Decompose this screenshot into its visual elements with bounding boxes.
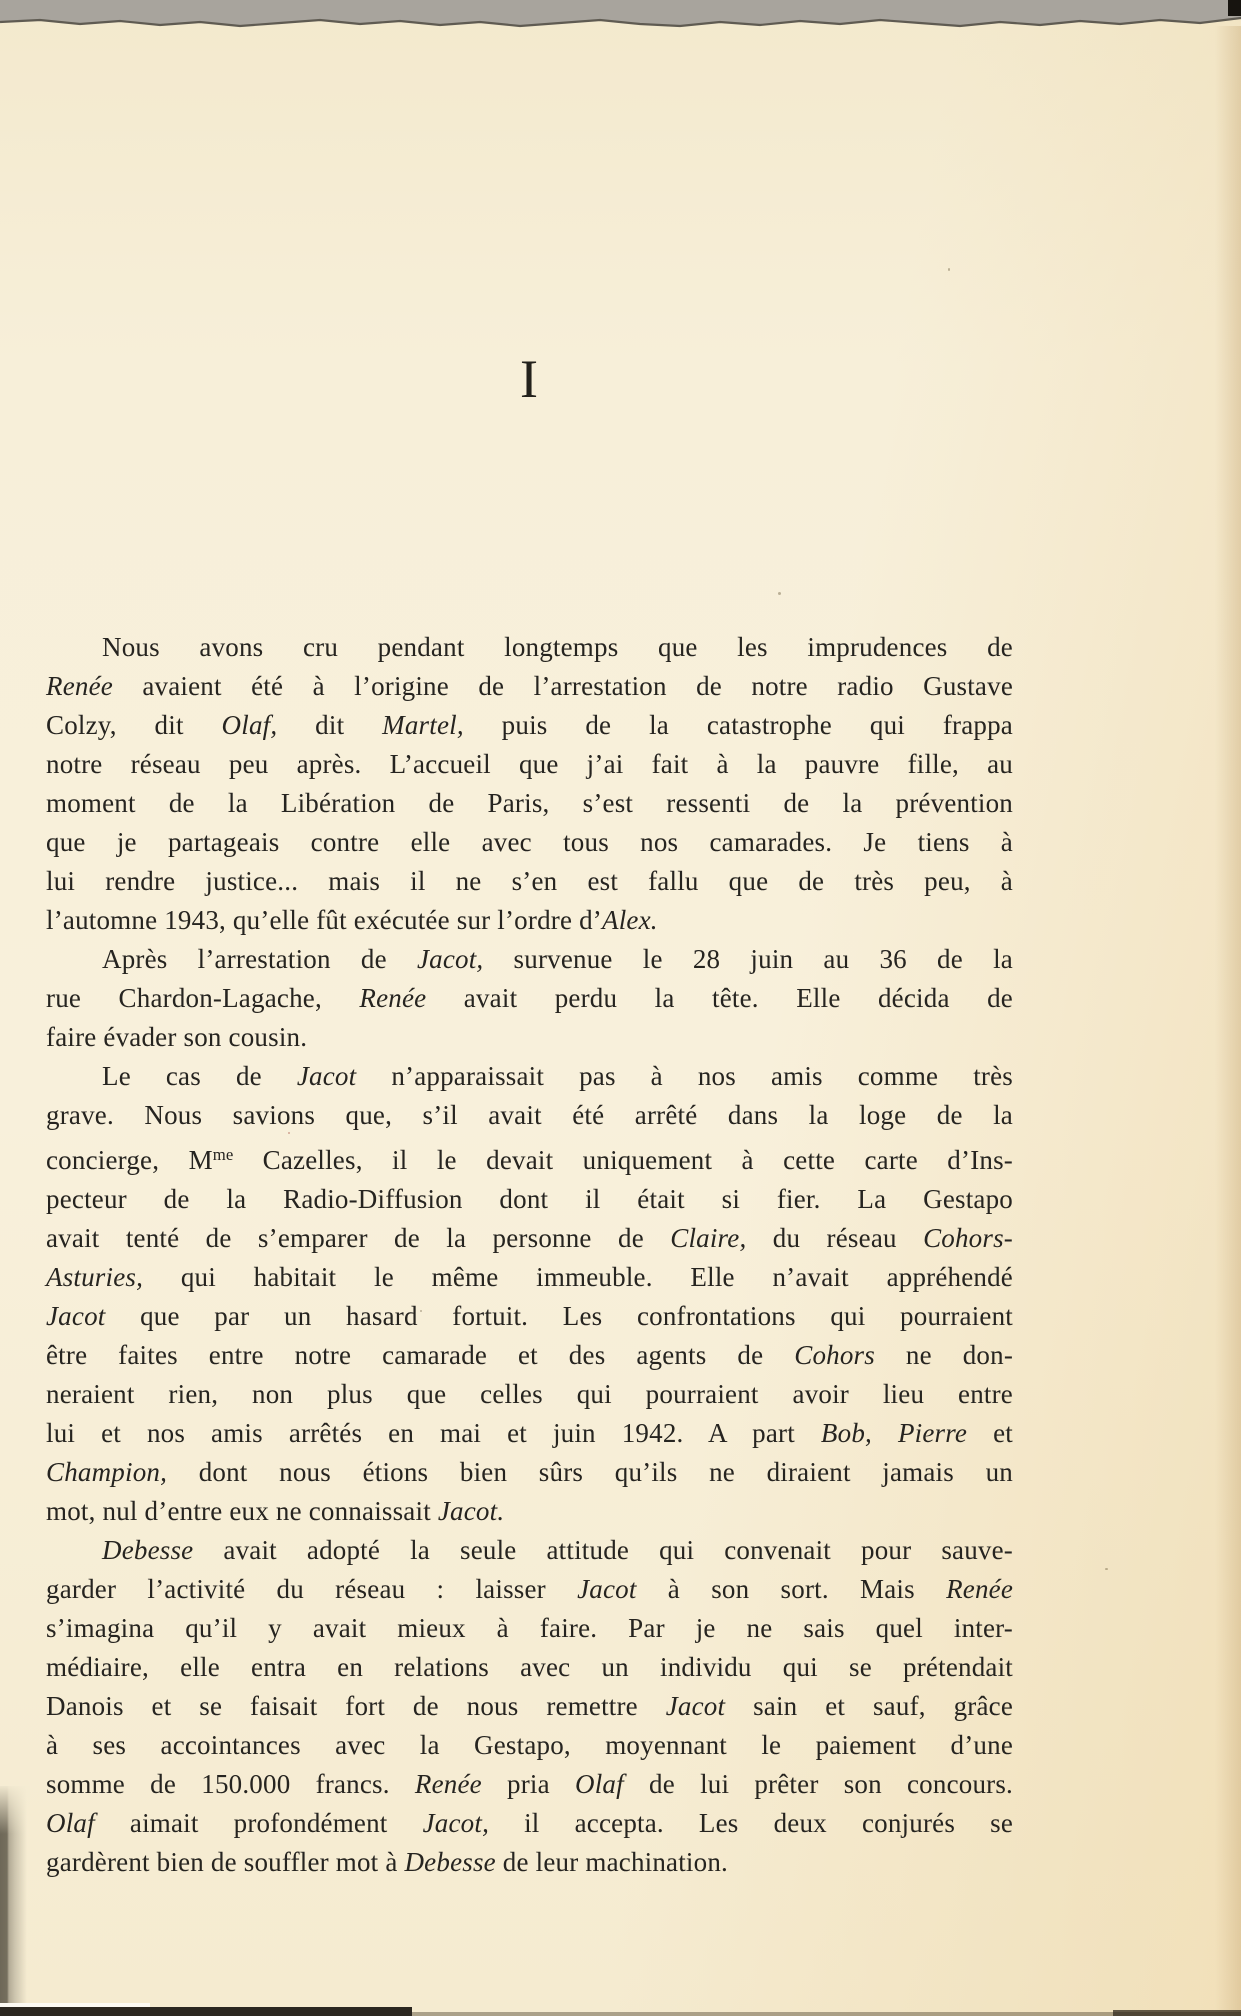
text-line: pecteur de la Radio-Diffusion dont il était si fier. La Gestapo	[46, 1184, 1013, 1214]
text-line: Debesse avait adopté la seule attitude qui convenait pour sauve-	[102, 1535, 1013, 1565]
bottom-left-edge-mark	[0, 2007, 412, 2016]
text-line: grave. Nous savions que, s’il avait été arrêté dans la loge de la	[46, 1100, 1013, 1130]
text-line: Renée avaient été à l’origine de l’arrestation de notre radio Gustave	[46, 671, 1013, 701]
text-line: à ses accointances avec la Gestapo, moyennant le paiement d’une	[46, 1730, 1013, 1760]
text-line: neraient rien, non plus que celles qui pourraient avoir lieu entre	[46, 1379, 1013, 1409]
text-line: Olaf aimait profondément Jacot, il accepta. Les deux conjurés se	[46, 1808, 1013, 1838]
text-line: avait tenté de s’emparer de la personne de Claire, du réseau Cohors-	[46, 1223, 1013, 1253]
paper-speck	[778, 592, 781, 595]
text-line: Après l’arrestation de Jacot, survenue le 28 juin au 36 de la	[102, 944, 1013, 974]
text-line: Champion, dont nous étions bien sûrs qu’ils ne diraient jamais un	[46, 1457, 1013, 1487]
text-line: que je partageais contre elle avec tous nos camarades. Je tiens à	[46, 827, 1013, 857]
page-right-curl-shading	[1215, 26, 1241, 2016]
spine-shadow	[0, 1786, 30, 2016]
text-line: notre réseau peu après. L’accueil que j’ai fait à la pauvre fille, au	[46, 749, 1013, 779]
paper-speck	[1105, 1568, 1108, 1570]
text-line: s’imagina qu’il y avait mieux à faire. Par je ne sais quel inter-	[46, 1613, 1013, 1643]
text-line: Jacot que par un hasard fortuit. Les confrontations qui pourraient	[46, 1301, 1013, 1331]
text-line: l’automne 1943, qu’elle fût exécutée sur l’ordre d’Alex.	[46, 905, 658, 935]
torn-page-top-edge	[0, 0, 1241, 34]
text-line: somme de 150.000 francs. Renée pria Olaf de lui prêter son concours.	[46, 1769, 1014, 1799]
text-line: rue Chardon-Lagache, Renée avait perdu la tête. Elle décida de	[46, 983, 1013, 1013]
top-right-corner-mark	[1228, 0, 1241, 16]
text-line: Nous avons cru pendant longtemps que les imprudences de	[102, 632, 1013, 662]
chapter-heading: I	[520, 349, 539, 409]
text-line: être faites entre notre camarade et des agents de Cohors ne don-	[46, 1340, 1014, 1370]
text-line: Asturies, qui habitait le même immeuble. Elle n’avait appréhendé	[46, 1262, 1013, 1292]
text-block	[46, 628, 1013, 1882]
paper-speck	[420, 1310, 422, 1312]
text-line: Colzy, dit Olaf, dit Martel, puis de la catastrophe qui frappa	[46, 710, 1013, 740]
text-line: moment de la Libération de Paris, s’est ressenti de la prévention	[46, 788, 1013, 818]
bottom-right-edge-mark	[1113, 2010, 1241, 2016]
bottom-left-paper-sliver	[0, 2003, 150, 2007]
text-line: faire évader son cousin.	[46, 1022, 308, 1052]
text-line: médiaire, elle entra en relations avec un individu qui se prétendait	[46, 1652, 1013, 1682]
text-line: garder l’activité du réseau : laisser Jacot à son sort. Mais Renée	[46, 1574, 1014, 1604]
paper-speck	[288, 1132, 290, 1134]
text-line: lui rendre justice... mais il ne s’en est fallu que de très peu, à	[46, 866, 1013, 896]
text-line: Le cas de Jacot n’apparaissait pas à nos amis comme très	[102, 1061, 1013, 1091]
text-line: Danois et se faisait fort de nous remettre Jacot sain et sauf, grâce	[46, 1691, 1014, 1721]
text-line: lui et nos amis arrêtés en mai et juin 1942. A part Bob, Pierre et	[46, 1418, 1013, 1448]
text-line: mot, nul d’entre eux ne connaissait Jacot.	[46, 1496, 505, 1526]
paper-speck	[948, 268, 950, 271]
text-line: gardèrent bien de souffler mot à Debesse de leur machination.	[46, 1847, 728, 1877]
text-line: concierge, $M^{me}$ Cazelles, il le devait uniquement à cette carte d’Ins-	[46, 1145, 1013, 1175]
